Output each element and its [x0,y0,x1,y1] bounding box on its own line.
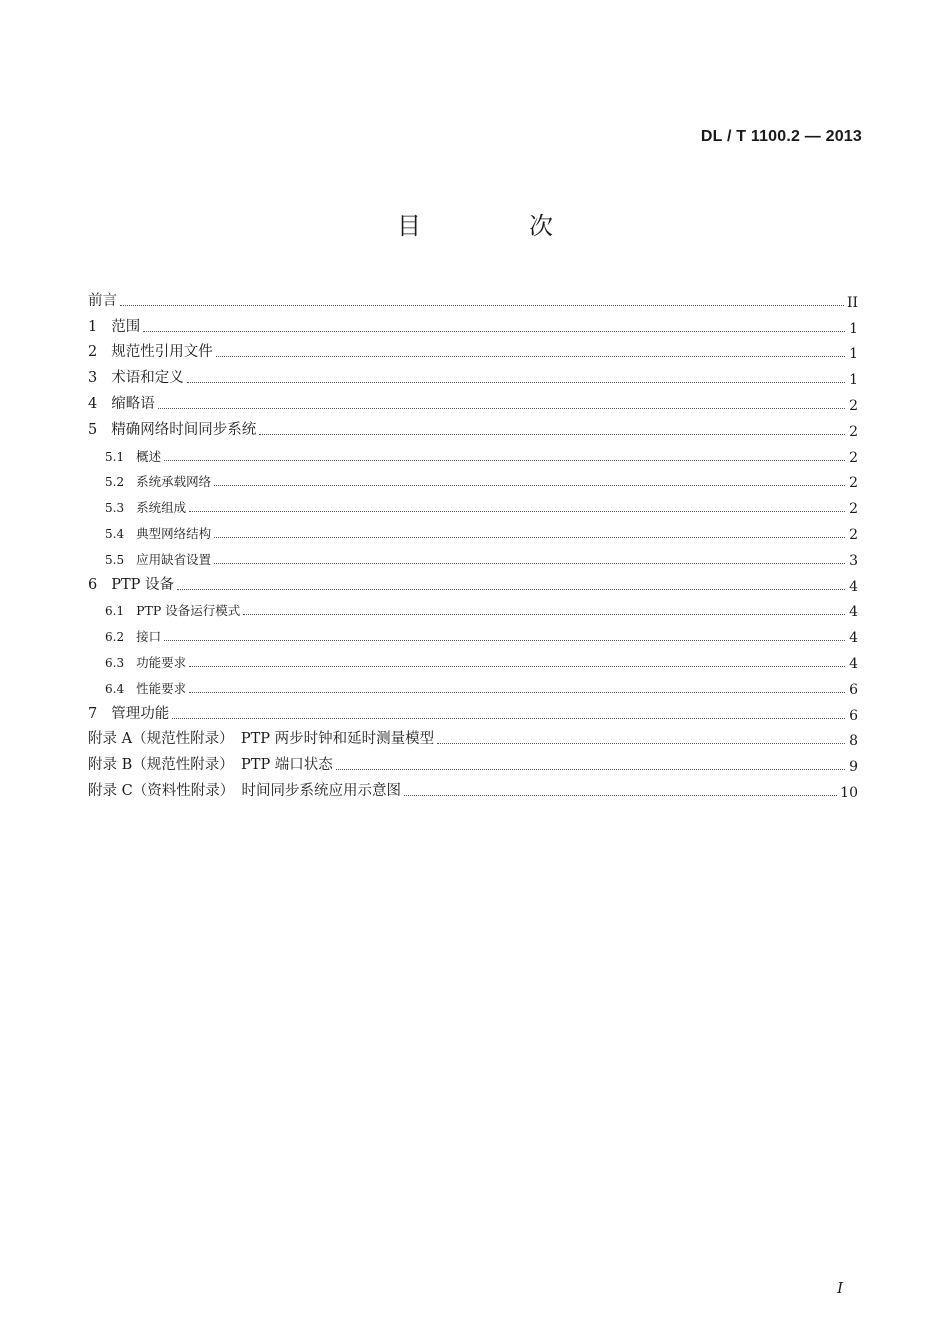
toc-entry-text: 规范性引用文件 [111,344,213,361]
toc-entry-text: PTP 设备运行模式 [136,603,241,619]
dot-leader [158,408,845,409]
toc-entry-page: II [846,294,858,311]
dot-leader [164,460,845,461]
toc-entry-text: 系统承载网络 [136,474,212,490]
toc-entry[interactable] [88,338,858,364]
toc-entry-page: 4 [849,604,858,621]
toc-entry-page: 2 [849,397,858,414]
toc-entry-number: 6.1 [105,604,125,619]
toc-entry-label [105,498,186,518]
toc-entry[interactable] [88,467,858,493]
toc-entry-page: 4 [849,578,858,595]
toc-entry-text: 系统组成 [136,500,187,516]
dot-leader [177,589,845,590]
toc-entry[interactable] [88,596,858,622]
toc-entry-text: 管理功能 [111,705,170,722]
toc-entry-text: 术语和定义 [111,370,184,387]
toc-entry-text: 性能要求 [136,680,187,696]
toc-entry[interactable] [88,647,858,673]
toc-entry-label [88,366,184,389]
toc-entry-text: 附录 A（规范性附录） PTP 两步时钟和延时测量模型 [88,731,435,748]
toc-entry-text: 附录 C（资料性附录） 时间同步系统应用示意图 [88,782,401,799]
toc-entry-number: 5.4 [105,526,125,541]
toc-entry-label [88,702,169,725]
toc-entry[interactable] [88,544,858,570]
toc-entry-number: 4 [88,395,98,412]
toc-entry-page: 6 [849,681,858,698]
toc-entry-label [88,779,401,802]
toc-entry-page: 9 [849,759,858,776]
dot-leader [120,305,844,306]
toc-entry[interactable] [88,750,858,776]
dot-leader [214,563,845,564]
toc-entry[interactable] [88,673,858,699]
page-number: I [837,1279,843,1297]
toc-entry-number: 5.3 [105,501,125,516]
toc-entry-text: PTP 设备 [111,576,175,593]
dot-leader [437,743,845,744]
toc-entry-label [88,289,117,312]
table-of-contents [88,286,858,802]
toc-entry-text: 缩略语 [111,395,155,412]
dot-leader [189,692,845,693]
toc-entry[interactable] [88,441,858,467]
toc-entry-page: 6 [849,707,858,724]
toc-entry-page: 10 [840,784,858,801]
toc-entry-label [88,340,213,363]
toc-entry-label [105,524,211,544]
toc-entry-number: 7 [88,705,98,722]
toc-entry-label [88,315,140,338]
dot-leader [259,434,845,435]
toc-entry-text: 功能要求 [136,654,187,670]
toc-entry-label [105,447,161,467]
toc-entry[interactable] [88,363,858,389]
dot-leader [187,382,845,383]
toc-entry[interactable] [88,776,858,802]
dot-leader [164,640,845,641]
toc-entry-text: 接口 [136,629,162,645]
toc-entry-number: 5.5 [105,552,125,567]
toc-entry-label [105,627,161,647]
dot-leader [189,666,845,667]
toc-entry-page: 1 [849,346,858,363]
page-title: 目 次 [397,212,595,240]
toc-entry-number: 5 [88,421,98,438]
toc-entry-page: 2 [849,501,858,518]
dot-leader [172,718,845,719]
toc-entry-text: 应用缺省设置 [136,551,212,567]
toc-entry-page: 1 [849,320,858,337]
toc-entry-page: 2 [849,449,858,466]
toc-entry[interactable] [88,725,858,751]
toc-entry-page: 2 [849,475,858,492]
toc-entry-number: 6.4 [105,681,125,696]
dot-leader [214,537,845,538]
toc-entry-number: 2 [88,344,98,361]
toc-entry-text: 前言 [88,292,117,309]
dot-leader [143,331,845,332]
toc-entry[interactable] [88,621,858,647]
toc-entry[interactable] [88,699,858,725]
dot-leader [243,614,845,615]
toc-entry[interactable] [88,312,858,338]
toc-entry-number: 3 [88,370,98,387]
dot-leader [216,356,845,357]
toc-entry-text: 典型网络结构 [136,525,212,541]
dot-leader [189,511,845,512]
toc-entry-number: 5.1 [105,449,125,464]
toc-entry-label [105,601,240,621]
toc-entry-label [105,653,186,673]
toc-entry-page: 4 [849,655,858,672]
dot-leader [214,485,845,486]
toc-entry-label [88,392,155,415]
toc-entry-label [105,550,211,570]
toc-entry-text: 附录 B（规范性附录） PTP 端口状态 [88,757,333,774]
dot-leader [336,769,845,770]
standard-code: DL / T 1100.2 — 2013 [700,128,862,145]
toc-entry-page: 8 [849,733,858,750]
toc-entry[interactable] [88,492,858,518]
toc-entry-number: 1 [88,318,98,335]
toc-entry-label [88,418,256,441]
dot-leader [404,795,837,796]
toc-entry-number: 6.3 [105,655,125,670]
toc-entry[interactable] [88,389,858,415]
toc-entry-number: 6 [88,576,98,593]
toc-entry-label [88,573,174,596]
toc-entry-label [88,753,333,776]
toc-entry-number: 6.2 [105,630,125,645]
toc-entry-text: 范围 [111,318,141,335]
toc-entry[interactable] [88,570,858,596]
toc-entry-page: 3 [849,552,858,569]
toc-entry[interactable] [88,415,858,441]
toc-entry-page: 2 [849,423,858,440]
toc-entry[interactable] [88,286,858,312]
toc-entry-text: 精确网络时间同步系统 [111,421,257,438]
toc-entry-page: 1 [849,372,858,389]
toc-entry-text: 概述 [136,448,162,464]
toc-entry-label [105,679,186,699]
toc-entry-number: 5.2 [105,475,125,490]
toc-entry-page: 2 [849,526,858,543]
toc-entry-label [88,727,434,750]
toc-entry[interactable] [88,518,858,544]
toc-entry-page: 4 [849,630,858,647]
toc-entry-label [105,472,211,492]
